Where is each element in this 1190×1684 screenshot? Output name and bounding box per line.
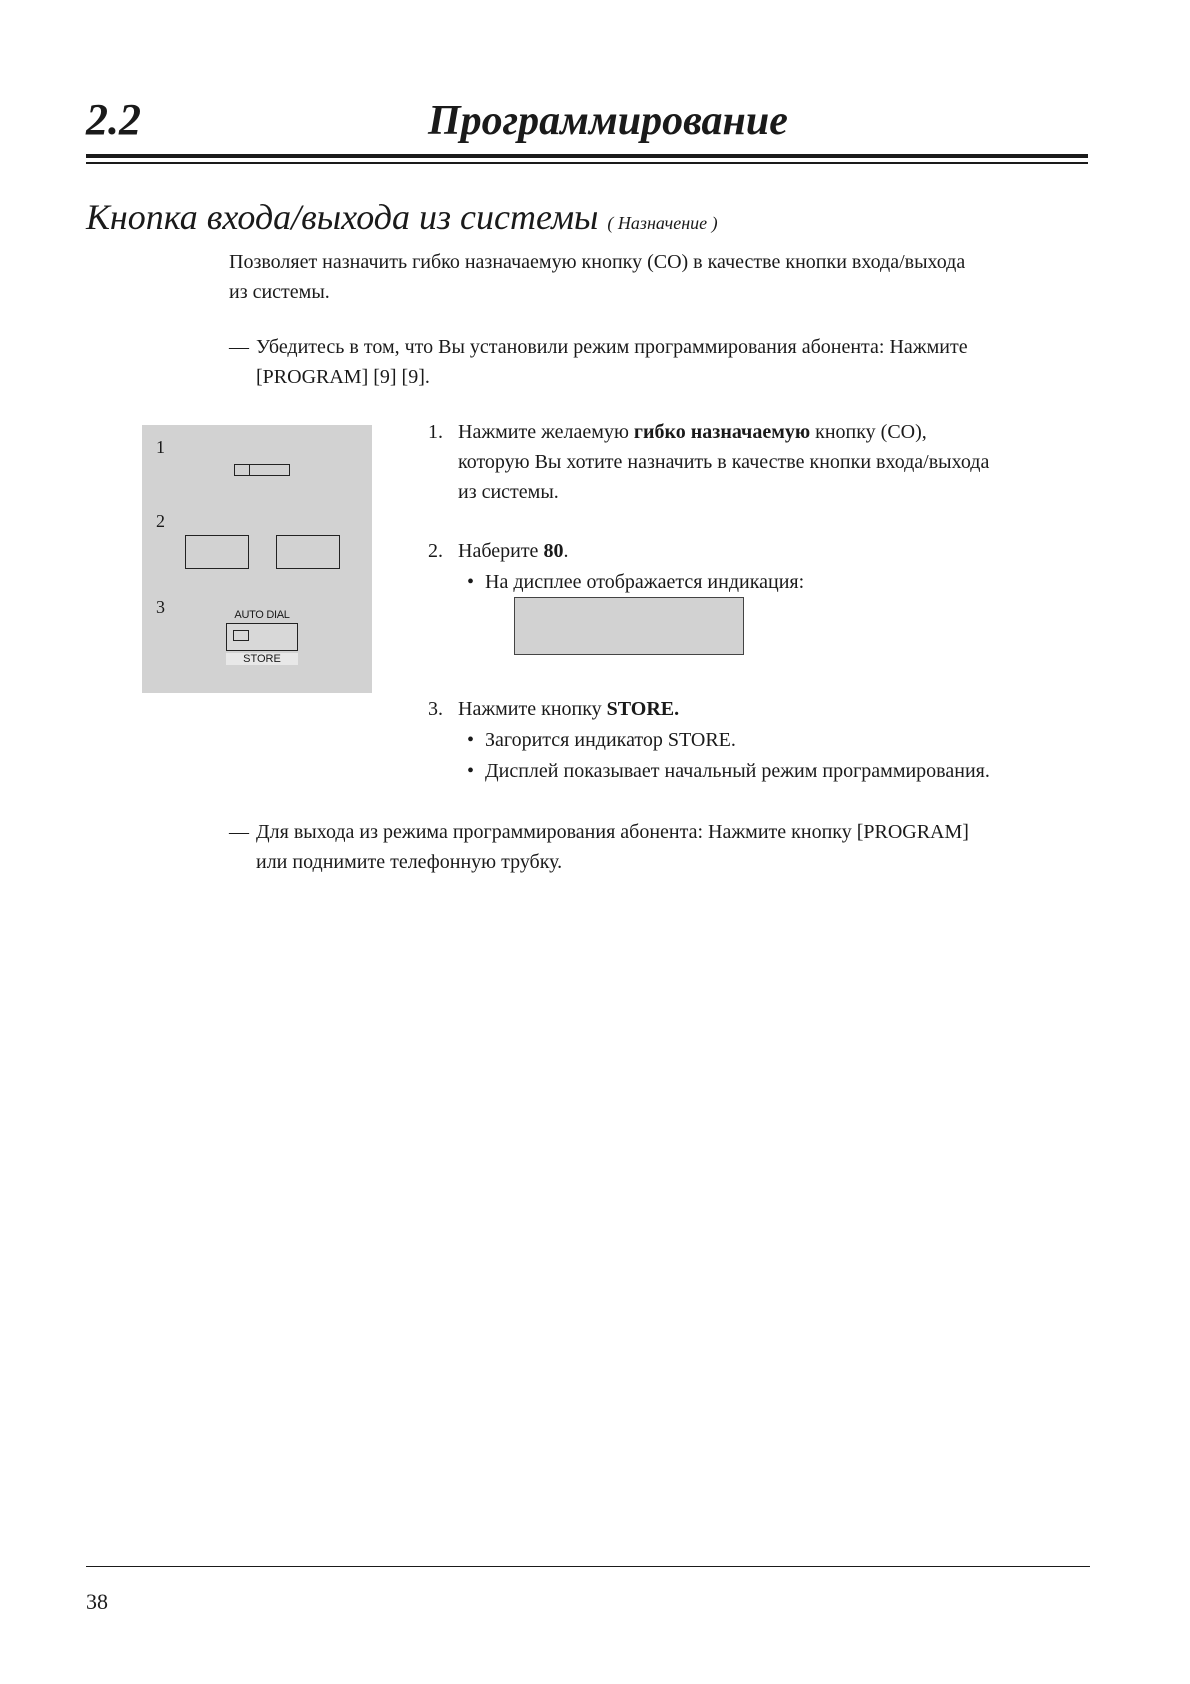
step-text: Нажмите кнопку xyxy=(458,698,607,720)
step-1-line-1 xyxy=(428,417,1068,447)
start-note-line-2: [PROGRAM] [9] [9]. xyxy=(256,366,430,388)
step-3-line-1 xyxy=(428,694,1068,724)
step-bold-text: 80 xyxy=(543,540,564,562)
step-bold-text: гибко назначаемую xyxy=(633,421,811,443)
start-note xyxy=(229,332,1089,392)
feature-title xyxy=(86,198,718,238)
store-key-top-label: AUTO DIAL xyxy=(234,609,290,621)
step-number: 3. xyxy=(428,698,443,720)
step-text: кнопку (CO), xyxy=(810,421,927,443)
dash-mark: — xyxy=(229,821,249,843)
step-1-line-2: которую Вы хотите назначить в качестве кнопки входа/выхода xyxy=(458,451,990,473)
store-button-icon xyxy=(226,623,298,651)
step-text: . xyxy=(563,540,569,562)
dial-key-icon xyxy=(185,535,249,569)
header-rule-thin xyxy=(86,162,1088,164)
step-bold-text: STORE. xyxy=(606,698,680,720)
bullet-icon: • xyxy=(467,571,475,593)
feature-subtitle: ( Назначение ) xyxy=(607,213,718,233)
footer-rule xyxy=(86,1566,1090,1567)
bullet-text: На дисплее отображается индикация: xyxy=(485,571,805,593)
exit-note-line-1: Для выхода из режима программирования абонента: Нажмите кнопку [PROGRAM] xyxy=(256,821,969,843)
illustration-step-number: 2 xyxy=(156,511,165,531)
lcd-display xyxy=(514,597,744,655)
section-number: 2.2 xyxy=(86,95,141,144)
illustration-step-number: 1 xyxy=(156,437,165,457)
dial-key-icon xyxy=(276,535,340,569)
store-led-icon xyxy=(233,630,249,641)
description-line-2: из системы. xyxy=(229,281,330,303)
bullet-item xyxy=(467,567,804,597)
step-2-line-1 xyxy=(428,536,1068,566)
step-1 xyxy=(428,417,1068,507)
step-text: Наберите xyxy=(458,540,544,562)
step-1-line-3: из системы. xyxy=(458,481,559,503)
page-title: Программирование xyxy=(428,98,788,144)
co-button-led-icon xyxy=(235,465,250,475)
illustration-step-number: 3 xyxy=(156,597,165,617)
bullet-text: Дисплей показывает начальный режим программирования. xyxy=(485,760,990,782)
flexible-co-button-icon xyxy=(234,464,290,476)
exit-note-line-2: или поднимите телефонную трубку. xyxy=(256,851,563,873)
step-number: 2. xyxy=(428,540,443,562)
header-rule-thick xyxy=(86,154,1088,158)
dash-mark: — xyxy=(229,336,249,358)
start-note-line-1: Убедитесь в том, что Вы установили режим программирования абонента: Нажмите xyxy=(256,336,968,358)
step-number: 1. xyxy=(428,421,443,443)
store-key-bottom-label: STORE xyxy=(226,653,298,665)
bullet-item xyxy=(467,725,736,755)
feature-title-text: Кнопка входа/выхода из системы xyxy=(86,197,599,237)
step-text: Нажмите желаемую xyxy=(458,421,634,443)
exit-note xyxy=(229,817,1089,877)
description-line-1: Позволяет назначить гибко назначаемую кнопку (СО) в качестве кнопки входа/выхода xyxy=(229,251,966,273)
feature-description xyxy=(229,247,1069,307)
page-number: 38 xyxy=(86,1589,108,1614)
keypad-illustration xyxy=(142,425,372,693)
step-3 xyxy=(428,694,1068,724)
bullet-icon: • xyxy=(467,729,475,751)
bullet-text: Загорится индикатор STORE. xyxy=(485,729,736,751)
step-2 xyxy=(428,536,1068,566)
bullet-item xyxy=(467,756,990,786)
bullet-icon: • xyxy=(467,760,475,782)
